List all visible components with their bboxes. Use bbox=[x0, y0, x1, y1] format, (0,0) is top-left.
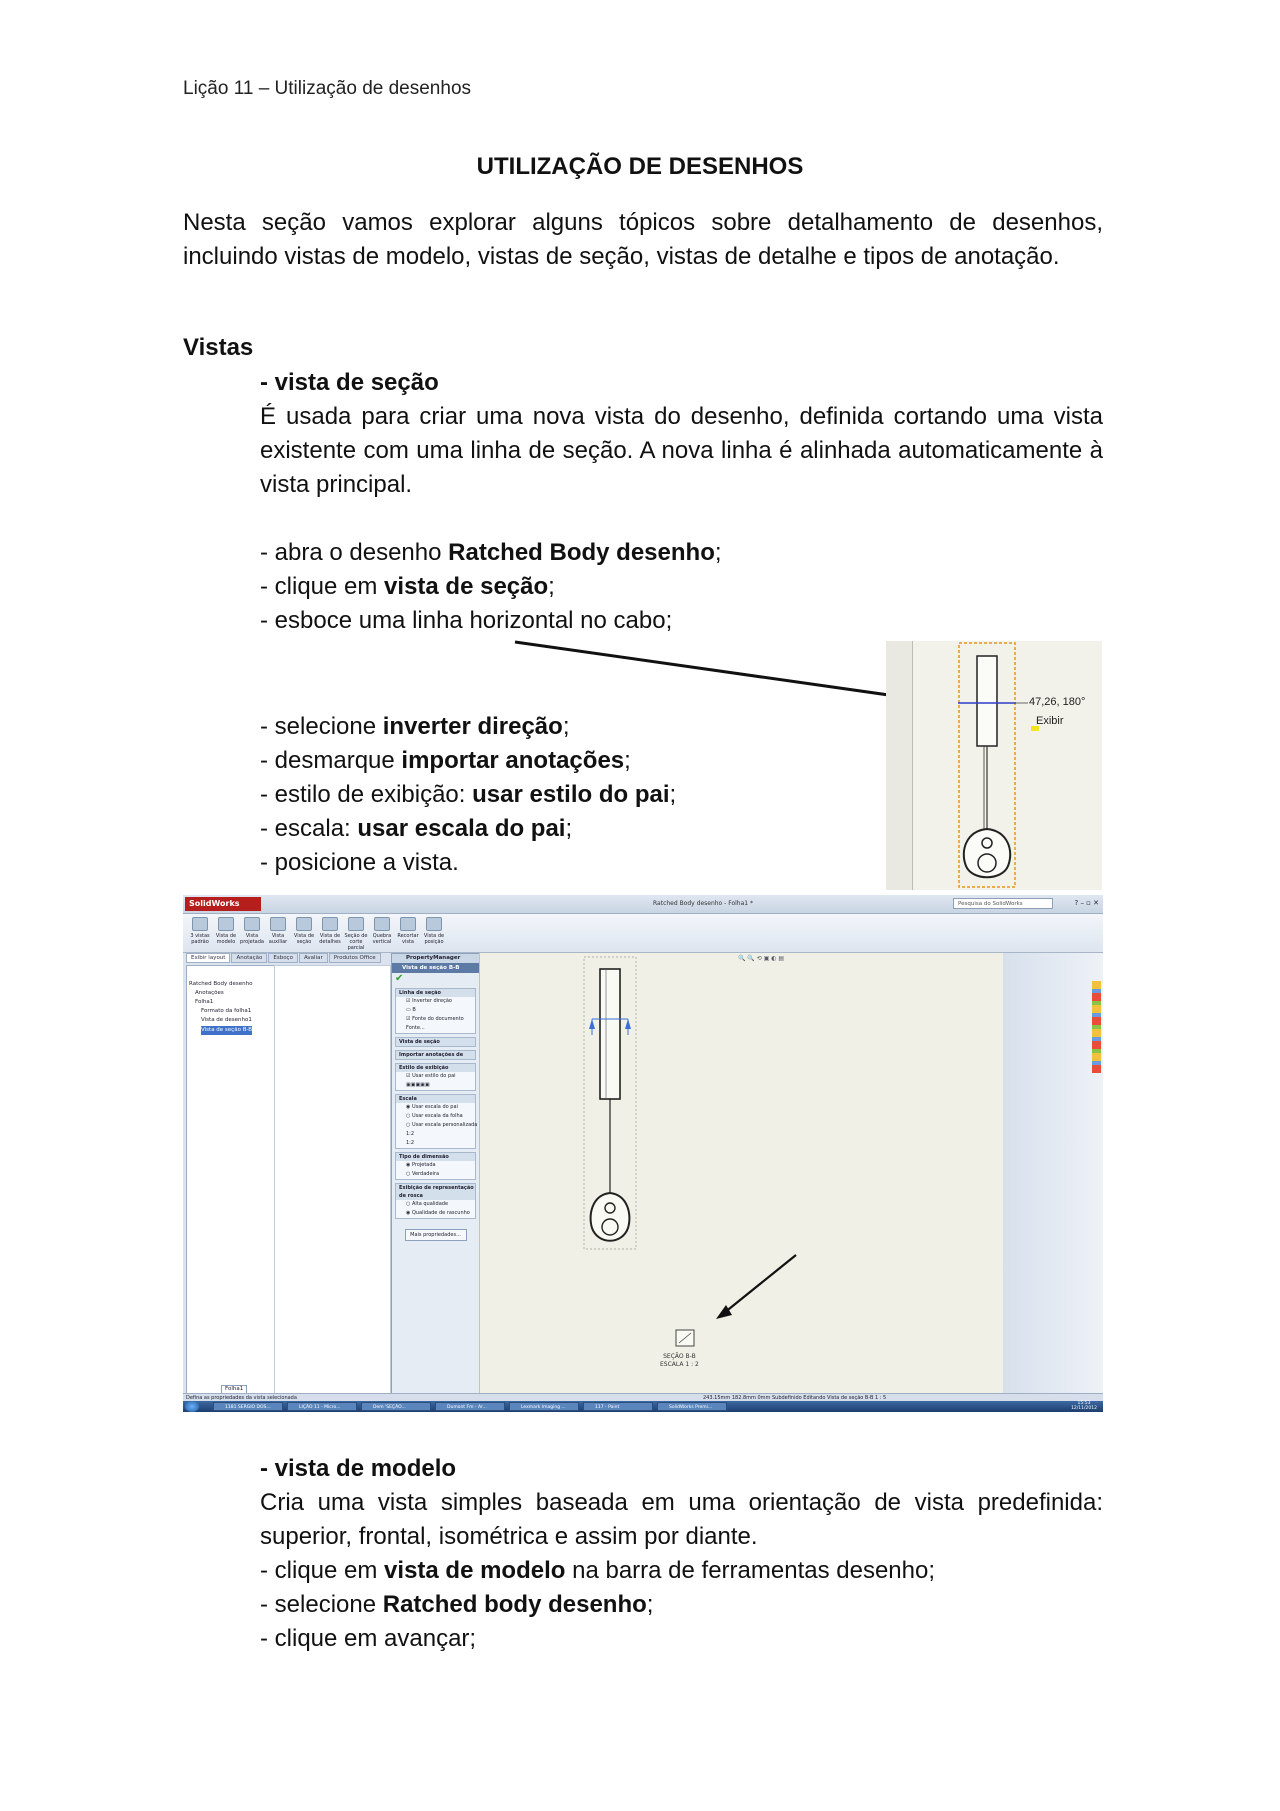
ok-check-icon[interactable]: ✔ bbox=[395, 973, 404, 984]
tree-item[interactable]: Ratched Body desenho bbox=[189, 981, 253, 987]
section-view-label: SEÇÃO B-B ESCALA 1 : 2 bbox=[660, 1353, 699, 1368]
section-view-icon bbox=[296, 917, 312, 931]
tree-item-selected[interactable]: Vista de seção B-B bbox=[201, 1027, 253, 1033]
vista-secao-description: É usada para criar uma nova vista do desenho, definida cortando uma vista existente com uma linha de seção. A nova linha é alinhada automaticamente à vista principal. bbox=[260, 403, 1103, 498]
pm-group-linha-secao: Linha de seção ☑ Inverter direção ▭ B ☑ Fonte do documento Fonte... bbox=[395, 988, 476, 1034]
radio-escala-personalizada[interactable]: ○ Usar escala personalizada bbox=[406, 1122, 478, 1128]
radio-escala-pai[interactable]: ◉ Usar escala do pai bbox=[406, 1104, 458, 1110]
broken-out-section-icon bbox=[348, 917, 364, 931]
scale-select[interactable]: 1:2 bbox=[406, 1131, 415, 1137]
tab-produtos-office[interactable]: Produtos Office bbox=[329, 953, 381, 963]
step-item: - clique em vista de seção; bbox=[260, 573, 555, 600]
pm-group-escala: Escala ◉ Usar escala do pai ○ Usar escala da folha ○ Usar escala personalizada 1:2 1:2 bbox=[395, 1094, 476, 1149]
step-item: - selecione inverter direção; bbox=[260, 713, 570, 740]
step-item: - desmarque importar anotações; bbox=[260, 747, 631, 774]
ribbon-button[interactable]: Vista de seção bbox=[289, 917, 319, 945]
checkbox-inverter-direcao[interactable]: ☑ Inverter direção bbox=[406, 998, 452, 1004]
standard-views-icon bbox=[192, 917, 208, 931]
taskbar-item[interactable]: Lexmark Imaging ... bbox=[509, 1402, 579, 1411]
pm-title: Vista de seção B-B bbox=[392, 963, 479, 973]
ribbon-button[interactable]: Vista projetada bbox=[237, 917, 267, 945]
more-properties-button[interactable]: Mais propriedades... bbox=[405, 1229, 467, 1241]
tab-anotacao[interactable]: Anotação bbox=[231, 953, 267, 963]
subheading-vista-secao: - vista de seção bbox=[260, 369, 439, 396]
break-icon bbox=[374, 917, 390, 931]
tab-esboco[interactable]: Esboço bbox=[268, 953, 298, 963]
tab-exibir-layout[interactable]: Exibir layout bbox=[186, 953, 230, 963]
window-title: Ratched Body desenho - Folha1 * bbox=[653, 900, 753, 907]
window-controls[interactable]: ? – ▫ ✕ bbox=[1074, 899, 1099, 907]
display-style-icons[interactable]: ▣▣▣▣▣ bbox=[406, 1082, 430, 1088]
step-item: - selecione Ratched body desenho; bbox=[260, 1591, 654, 1618]
auxiliary-view-icon bbox=[270, 917, 286, 931]
step-item: - abra o desenho Ratched Body desenho; bbox=[260, 539, 722, 566]
start-button-icon[interactable] bbox=[185, 1401, 199, 1412]
windows-taskbar bbox=[183, 1401, 1103, 1412]
tree-item[interactable]: Vista de desenho1 bbox=[201, 1017, 252, 1023]
taskbar-item[interactable]: SolidWorks Premi... bbox=[657, 1402, 727, 1411]
tree-item[interactable]: Folha1 bbox=[195, 999, 214, 1005]
ribbon-button[interactable]: Recortar vista bbox=[393, 917, 423, 945]
model-view-icon bbox=[218, 917, 234, 931]
checkbox-usar-estilo-pai[interactable]: ☑ Usar estilo do pai bbox=[406, 1073, 456, 1079]
task-pane bbox=[1003, 953, 1103, 1393]
status-bar: Defina as propriedades da vista selecionada 243.15mm 182.8mm 0mm Subdefinido Editando Vista de seção B-B 1 : 5 bbox=[183, 1393, 1103, 1402]
radio-qualidade-rascunho[interactable]: ◉ Qualidade de rascunho bbox=[406, 1210, 470, 1216]
font-button[interactable]: Fonte... bbox=[406, 1025, 425, 1031]
window-titlebar bbox=[183, 895, 1103, 914]
solidworks-logo: SolidWorks bbox=[185, 897, 261, 911]
alternate-position-icon bbox=[426, 917, 442, 931]
radio-escala-folha[interactable]: ○ Usar escala da folha bbox=[406, 1113, 463, 1119]
step-item: - escala: usar escala do pai; bbox=[260, 815, 573, 842]
tab-avaliar[interactable]: Avaliar bbox=[299, 953, 328, 963]
task-pane-icons[interactable] bbox=[1092, 981, 1101, 1073]
section-heading-vistas: Vistas bbox=[183, 334, 254, 361]
cad-snippet-image bbox=[886, 641, 1102, 890]
page-title: UTILIZAÇÃO DE DESENHOS bbox=[476, 153, 804, 180]
ribbon-button[interactable]: Vista de modelo bbox=[211, 917, 241, 945]
step-item: - posicione a vista. bbox=[260, 849, 459, 876]
drawing-geometry bbox=[480, 953, 1004, 1393]
ribbon-button[interactable]: Seção de corte parcial bbox=[341, 917, 371, 951]
step-item: - estilo de exibição: usar estilo do pai; bbox=[260, 781, 677, 808]
detail-view-icon bbox=[322, 917, 338, 931]
step-item: - clique em vista de modelo na barra de ferramentas desenho; bbox=[260, 1557, 935, 1584]
exibir-tooltip: Exibir bbox=[1036, 715, 1064, 727]
taskbar-item[interactable]: LIÇÃO 11 - Micro... bbox=[287, 1402, 357, 1411]
search-input[interactable]: Pesquisa do SolidWorks bbox=[953, 898, 1053, 909]
pm-header: PropertyManager bbox=[392, 954, 479, 963]
radio-alta-qualidade[interactable]: ○ Alta qualidade bbox=[406, 1201, 449, 1207]
taskbar-item[interactable]: Dumont Fm - Ar... bbox=[435, 1402, 505, 1411]
page-header: Lição 11 – Utilização de desenhos bbox=[183, 78, 472, 99]
projected-view-icon bbox=[244, 917, 260, 931]
drawing-canvas[interactable] bbox=[479, 953, 1004, 1393]
radio-projetada[interactable]: ◉ Projetada bbox=[406, 1162, 436, 1168]
scale-input[interactable]: 1:2 bbox=[406, 1140, 415, 1146]
handle-drawing bbox=[886, 641, 1102, 890]
step-item: - esboce uma linha horizontal no cabo; bbox=[260, 607, 673, 634]
pm-group-rosca: Exibição de representação de rosca ○ Alta qualidade ◉ Qualidade de rascunho bbox=[395, 1183, 476, 1219]
checkbox-fonte-documento[interactable]: ☑ Fonte do documento bbox=[406, 1016, 464, 1022]
tree-blank-area bbox=[274, 965, 391, 1395]
radio-verdadeira[interactable]: ○ Verdadeira bbox=[406, 1171, 440, 1177]
pm-group-estilo-exibicao: Estilo de exibição ☑ Usar estilo do pai ▣▣▣▣▣ bbox=[395, 1063, 476, 1091]
ribbon-button[interactable]: 3 vistas padrão bbox=[185, 917, 215, 945]
feature-tree bbox=[186, 965, 275, 1395]
taskbar-item[interactable]: 1181 SERGIO DOS... bbox=[213, 1402, 283, 1411]
ribbon-button[interactable]: Vista de posição bbox=[419, 917, 449, 945]
ribbon-button[interactable]: Vista de detalhes bbox=[315, 917, 345, 945]
dimension-readout: 47,26, 180° bbox=[1029, 696, 1086, 708]
property-manager bbox=[391, 953, 480, 1410]
view-toolbar[interactable]: 🔍 🔍 ⟲ ▣ ◐ ▤ bbox=[738, 955, 785, 962]
command-tabs bbox=[186, 953, 386, 963]
ribbon-button[interactable]: Quebra vertical bbox=[367, 917, 397, 945]
pm-group-tipo-dimensao: Tipo de dimensão ◉ Projetada ○ Verdadeira bbox=[395, 1152, 476, 1180]
step-item: - clique em avançar; bbox=[260, 1625, 477, 1652]
label-field[interactable]: ▭ B bbox=[406, 1007, 416, 1013]
vista-modelo-description: Cria uma vista simples baseada em uma orientação de vista predefinida: superior, frontal, isométrica e assim por diante. bbox=[260, 1489, 1103, 1550]
crop-view-icon bbox=[400, 917, 416, 931]
tree-item[interactable]: Formato da folha1 bbox=[201, 1008, 252, 1014]
ribbon-button[interactable]: Vista auxiliar bbox=[263, 917, 293, 945]
intro-paragraph: Nesta seção vamos explorar alguns tópicos sobre detalhamento de desenhos, incluindo vistas de modelo, vistas de seção, vistas de detalhe e tipos de anotação. bbox=[183, 209, 1103, 270]
subheading-vista-modelo: - vista de modelo bbox=[260, 1455, 457, 1482]
system-clock: 15:53 12/11/2012 bbox=[1071, 1401, 1097, 1411]
pm-group-importar-anotacoes: Importar anotações de bbox=[395, 1050, 476, 1060]
taskbar-item[interactable]: Dem 'SEÇÃO... bbox=[361, 1402, 431, 1411]
taskbar-item[interactable]: 117 - Paint bbox=[583, 1402, 653, 1411]
tree-item[interactable]: Anotações bbox=[195, 990, 224, 996]
solidworks-screenshot bbox=[183, 895, 1103, 1412]
sheet-tab[interactable]: Folha1 bbox=[221, 1385, 247, 1394]
pm-group-vista-secao: Vista de seção bbox=[395, 1037, 476, 1047]
